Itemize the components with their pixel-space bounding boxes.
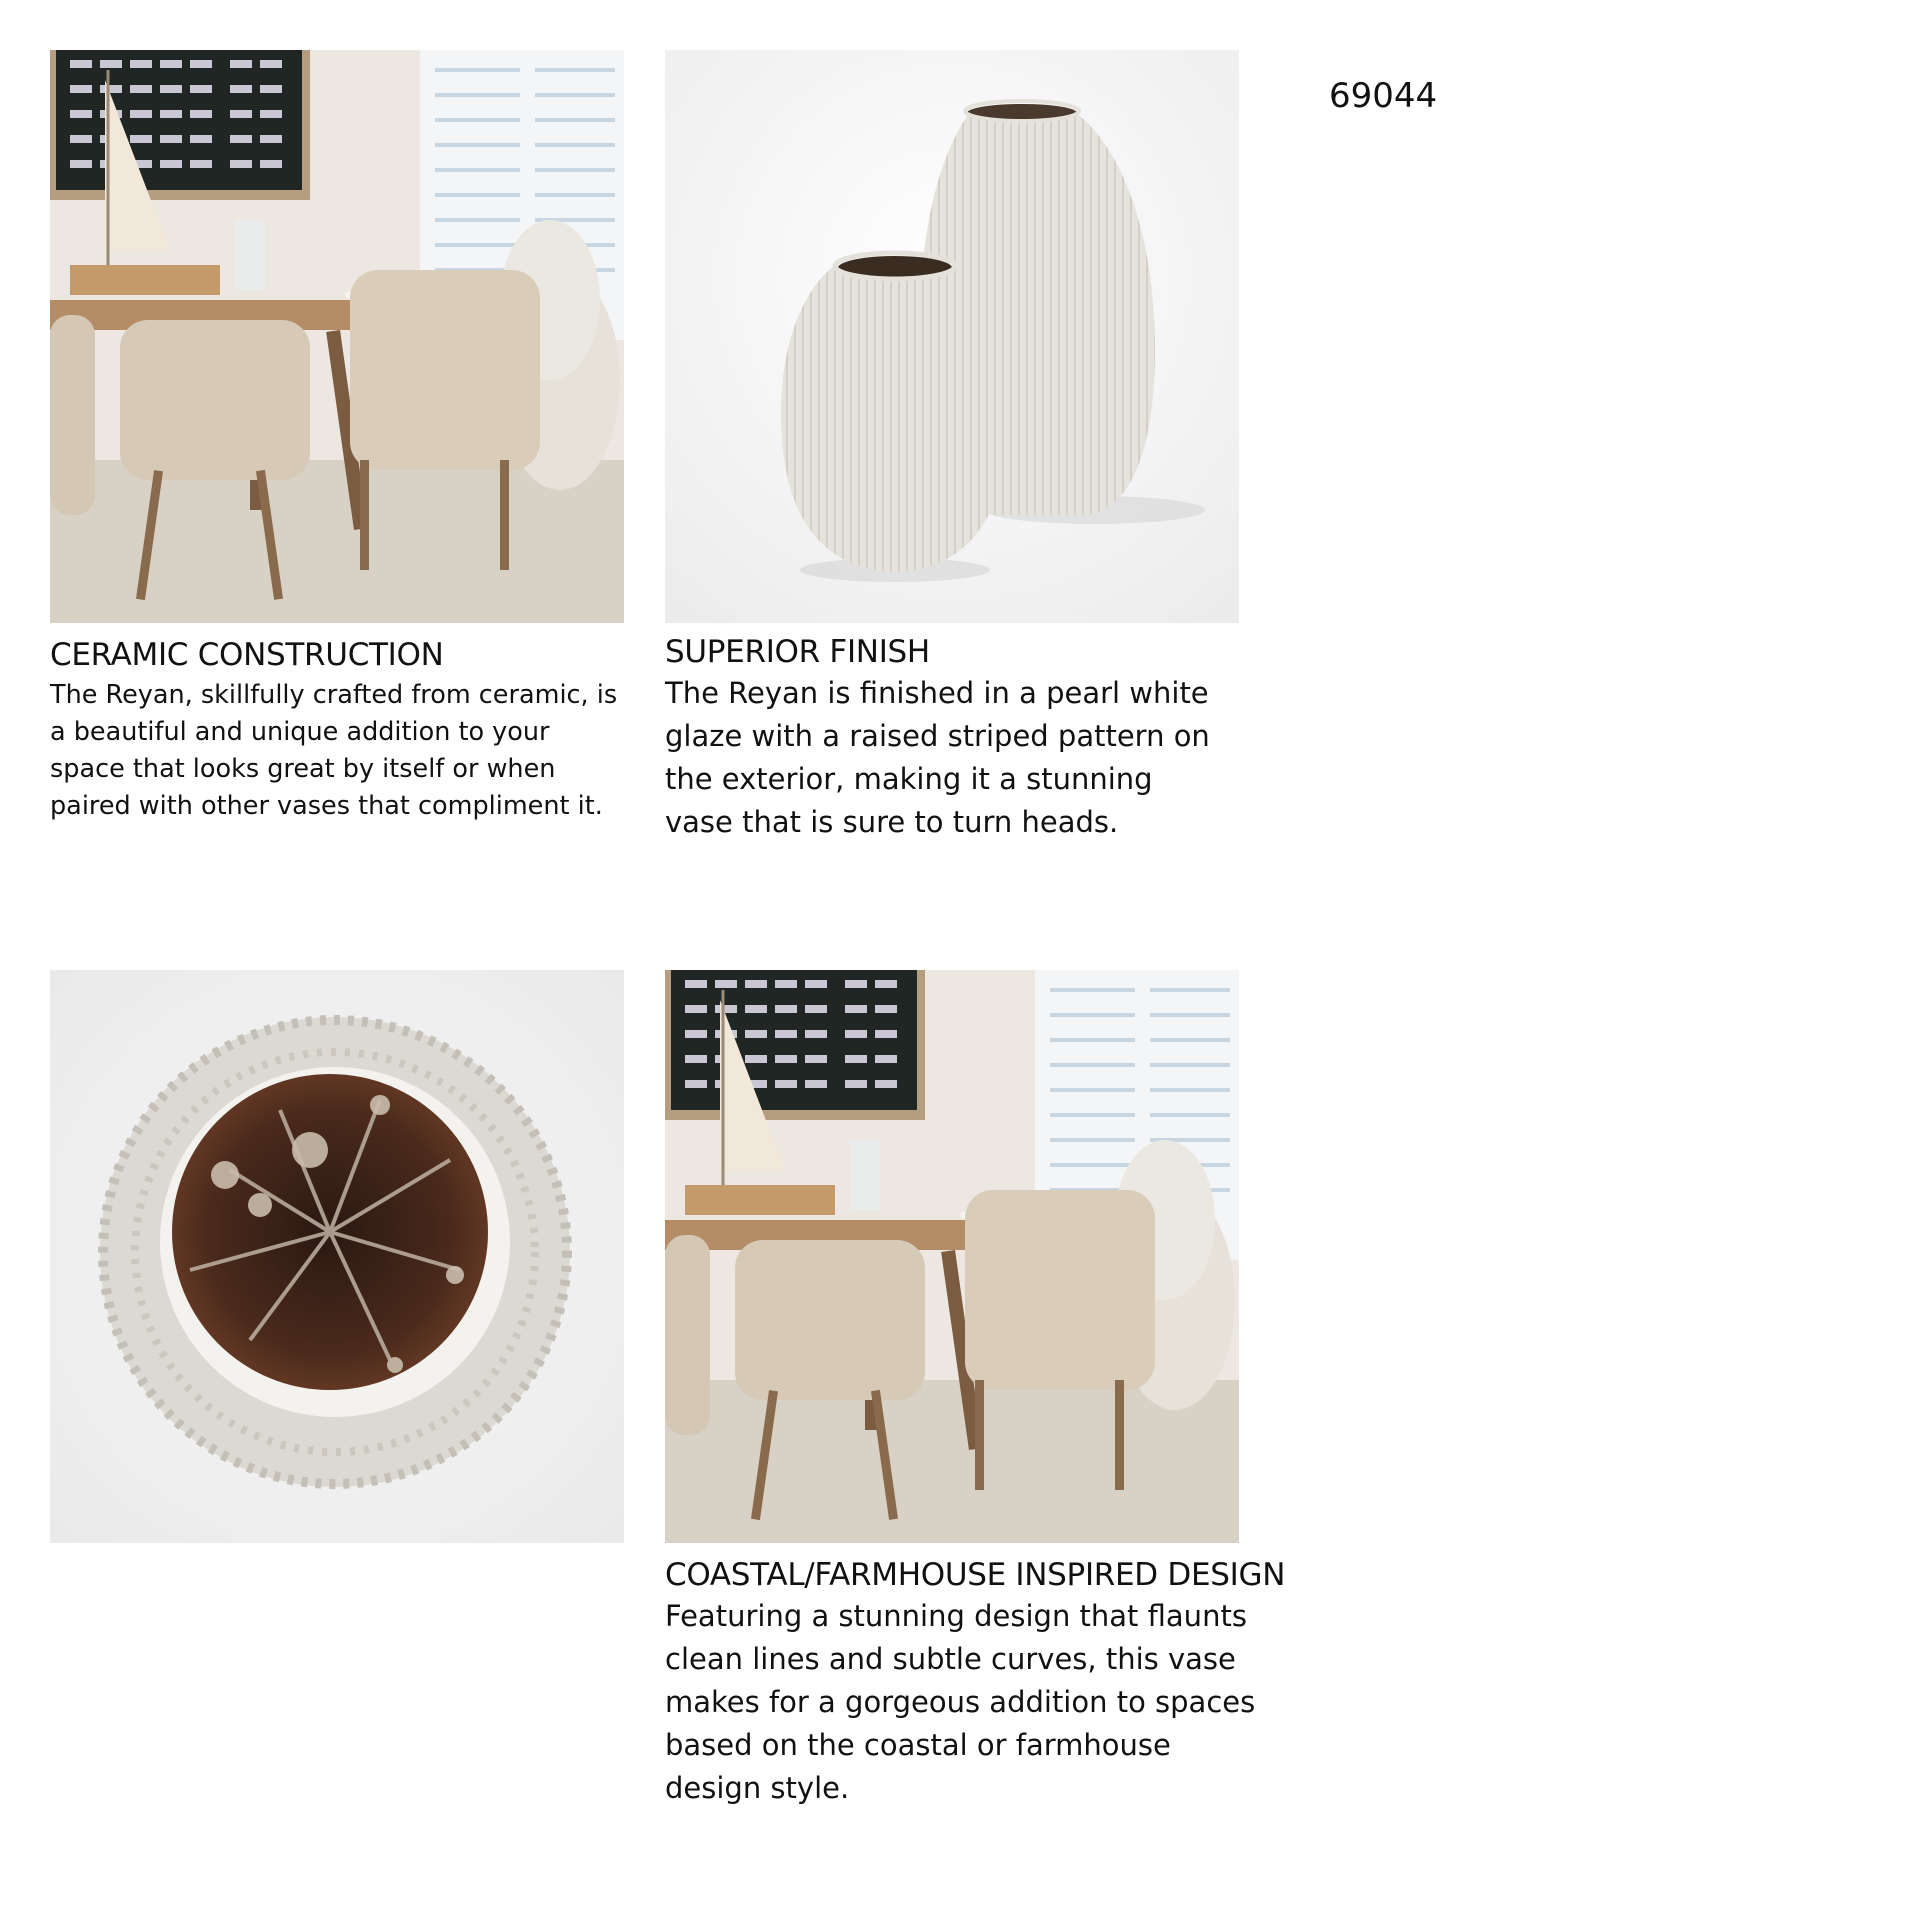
feature-heading: COASTAL/FARMHOUSE INSPIRED DESIGN [665, 1557, 1286, 1593]
feature-heading: SUPERIOR FINISH [665, 634, 930, 670]
feature-superior-finish [665, 634, 1225, 844]
product-sku: 69044 [1329, 76, 1438, 116]
feature-heading: CERAMIC CONSTRUCTION [50, 637, 444, 673]
feature-description: The Reyan, skillfully crafted from ceramic, is a beautiful and unique addition to your space that looks great by itself or when paired with other vases that compliment it. [50, 680, 618, 821]
two-vases-product-photo [665, 50, 1239, 623]
feature-ceramic-construction [50, 637, 630, 825]
vase-top-view-photo [50, 970, 624, 1543]
feature-description: The Reyan is finished in a pearl white glaze with a raised striped pattern on the exterior, making it a stunning vase that is sure to turn heads. [665, 676, 1210, 839]
dining-room-lifestyle-photo-2 [665, 970, 1239, 1543]
feature-description: Featuring a stunning design that flaunts clean lines and subtle curves, this vase makes for a gorgeous addition to spaces based on the coastal or farmhouse design style. [665, 1599, 1256, 1805]
feature-coastal-farmhouse-design [665, 1557, 1365, 1810]
dining-room-lifestyle-photo [50, 50, 624, 623]
